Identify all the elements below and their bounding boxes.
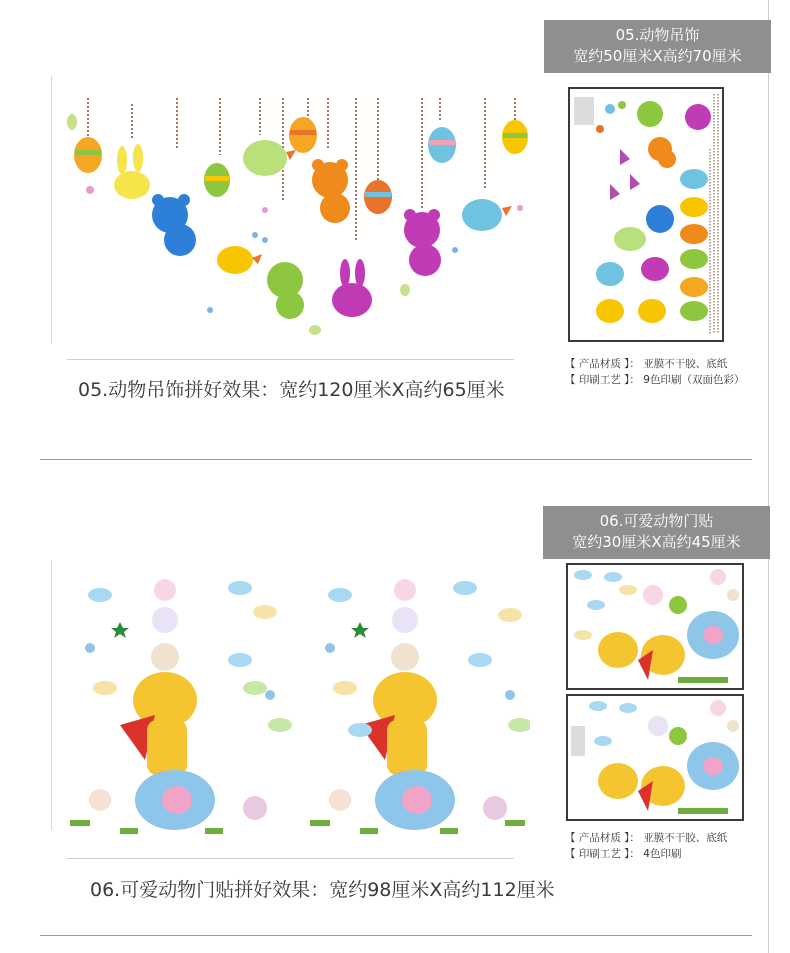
scene-05-assembled-illustration [60,90,530,350]
scene-06-base-line [67,858,514,859]
product-label-05 [544,20,771,73]
scene-06-left-guide [51,560,52,830]
sticker-sheet-05-preview [570,89,722,340]
section-divider-05 [40,459,752,460]
product-label-05-size: 宽约50厘米X高约70厘米 [573,47,742,65]
scene-05-left-guide [51,76,52,344]
product-label-05-name: 05.动物吊饰 [615,26,700,44]
scene-06-assembled-illustration [60,570,530,842]
sticker-sheet-06-b-preview [568,696,742,819]
sticker-sheet-06-a [566,563,744,690]
sticker-sheet-05 [568,87,724,342]
sticker-sheet-06-a-preview [568,565,742,688]
product-label-06 [543,506,770,559]
sheet-06-printing: 【 印刷工艺 】： 4色印刷 [565,848,682,860]
page-frame-line [768,0,769,953]
sheet-05-material: 【 产品材质 】： 亚膜不干胶、底纸 [565,358,728,370]
sticker-sheet-06-b [566,694,744,821]
scene-06-caption: 06.可爱动物门贴拼好效果：宽约98厘米X高约112厘米 [90,879,555,901]
sheet-05-printing: 【 印刷工艺 】： 9色印刷（双面色彩） [565,374,745,386]
scene-05-caption: 05.动物吊饰拼好效果：宽约120厘米X高约65厘米 [78,379,505,401]
product-label-06-size: 宽约30厘米X高约45厘米 [572,533,741,551]
section-divider-06 [40,935,752,936]
scene-05-base-line [67,359,514,360]
sheet-06-material: 【 产品材质 】： 亚膜不干胶、底纸 [565,832,728,844]
product-label-06-name: 06.可爱动物门贴 [599,512,714,530]
